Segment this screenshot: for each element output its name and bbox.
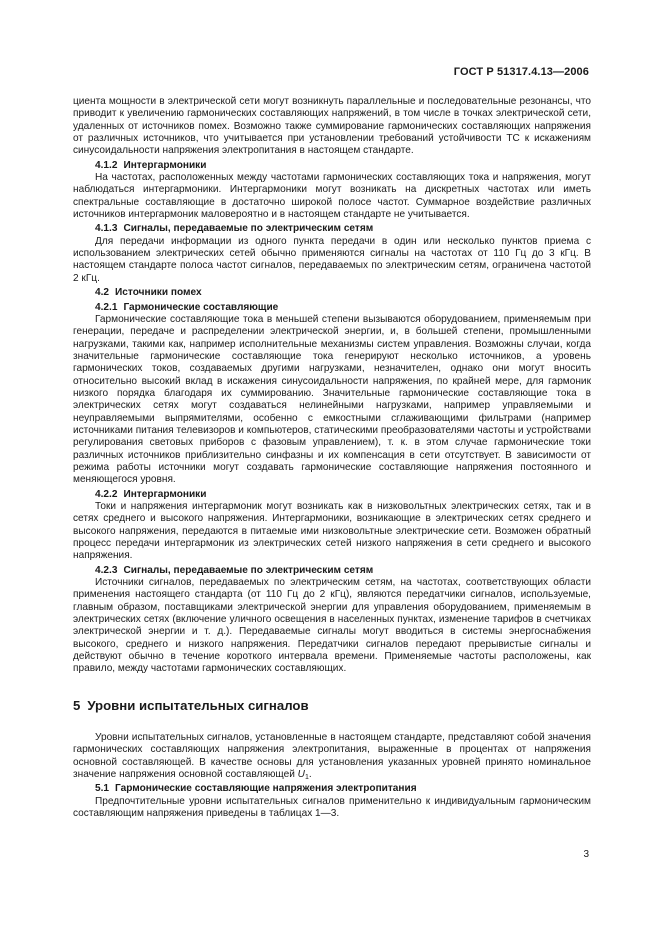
section-number: 4.2: [95, 287, 110, 299]
section-title: Сигналы, передаваемые по электрическим сетям: [123, 564, 374, 576]
section-number: 5.1: [95, 783, 110, 795]
section-5-text-main: Уровни испытательных сигналов, установленные в настоящем стандарте, представляют собой значения гармонических составляющих напряжения электропитания, выраженные в процентах от напряжения основной составляющей. В качестве основы для установления указанных уровней принято номинальное значение напряжения основной составляющей: [73, 731, 591, 780]
section-number: 4.1.2: [95, 159, 118, 171]
section-4-1-3-text: Для передачи информации из одного пункта передачи в один или несколько пунктов приема с использованием электрических сетей обычно применяются сигналы на частотах от 110 Гц до 3 кГц. В настоящем стандарте полоса частот сигналов, передаваемых по электрическим сетям, ограничена частотой 2 кГц.: [73, 235, 591, 284]
section-4-1-3-heading: [95, 223, 591, 235]
section-4-2-2-heading: [95, 489, 591, 501]
intro-paragraph: циента мощности в электрической сети могут возникнуть параллельные и последовательные резонансы, что приводит к увеличению гармонических составляющих напряжений, в том числе в точках электрической сети, удаленных от источников помех. Возможно также суммирование гармонических составляющих напряжения от различных источников, что учитывается при установлении требований устойчивости ТС к искажениям синусоидальности напряжения электропитания в настоящем стандарте.: [73, 96, 591, 157]
section-title: Интергармоники: [123, 488, 207, 500]
section-number: 5: [73, 697, 81, 713]
section-number: 4.1.3: [95, 223, 118, 235]
document-body: [73, 96, 591, 820]
section-5-text: [73, 732, 591, 781]
section-title: Источники помех: [115, 287, 202, 299]
section-4-2-1-text: Гармонические составляющие тока в меньшей степени вызываются оборудованием, применяемым при генерации, передаче и распределении электрической энергии, и, в большей степени, промышленными нагрузками, такими как, например исполнительные механизмы систем управления. Возможны случаи, когда значительные гармонические составляющие тока генерируют несколько источников, а уровень гармонических токов, создаваемых другими нагрузками, незначителен, однако они могут вносить относительно высокий вклад в искажения синусоидальности напряжения, по крайней мере, для гармоник низкого порядка благодаря их суммированию. Значительные гармонические составляющие тока в электрических сетях могут создаваться нелинейными нагрузками, например управляемыми и неуправляемыми выпрямителями, особенно с емкостными сглаживающими фильтрами (например источниками питания телевизоров и компьютеров, статическими преобразователями частоты и устройствами регулирования световых приборов с фазовым управлением), т. к. в этом случае гармонические токи различных источников приблизительно синфазны и их компенсация в сети отсутствует. В зависимости от режима работы источники могут создавать гармонические составляющие напряжения постоянного и меняющегося уровня.: [73, 313, 591, 486]
voltage-symbol: U: [297, 768, 305, 780]
section-4-1-2-text: На частотах, расположенных между частотами гармонических составляющих тока и напряжения, могут наблюдаться интергармоники. Интергармоники могут возникать на дискретных частотах или иметь спектральные составляющие в достаточно широкой полосе частот. Суммарное воздействие различных источников интергармоник маловероятно и в настоящем стандарте не учитывается.: [73, 172, 591, 221]
section-title: Гармонические составляющие: [123, 301, 279, 313]
section-title: Сигналы, передаваемые по электрическим сетям: [123, 223, 374, 235]
section-title: Интергармоники: [123, 159, 207, 171]
section-4-2-1-heading: [95, 302, 591, 314]
section-5-1-heading: [95, 783, 591, 795]
section-5-heading: [73, 698, 591, 714]
section-4-2-3-text: Источники сигналов, передаваемых по электрическим сетям, на частотах, соответствующих области применения настоящего стандарта (от 110 Гц до 2 кГц), являются передатчики сигналов, используемые, главным образом, поставщиками электрической энергии для управления оборудованием, применяемым в электрических сетях (включение уличного освещения в населенных пунктах, изменение тарифов в счетчиках электрической энергии и т. д.). Передаваемые сигналы могут вводиться в системы энергоснабжения высокого, среднего и низкого напряжения. Передатчики сигналов передают прерывистые сигналы и действуют обычно в течение короткого интервала времени. Применяемые частоты расположены, как правило, между частотами гармонических составляющих.: [73, 577, 591, 675]
section-number: 4.2.3: [95, 564, 118, 576]
section-4-2-2-text: Токи и напряжения интергармоник могут возникать как в низковольтных электрических сетях, так и в сетях среднего и высокого напряжения. Интергармоники, возникающие в электрических сетях среднего и высокого напряжения, передаются в питаемые ими низковольтные электрические сети. Возможен обратный процесс передачи интергармоник из электрических сетей низкого напряжения в сети среднего и высокого напряжения.: [73, 501, 591, 562]
section-number: 4.2.1: [95, 301, 118, 313]
section-number: 4.2.2: [95, 488, 118, 500]
section-5-1-text: Предпочтительные уровни испытательных сигналов применительно к индивидуальным гармоническим составляющим напряжения приведены в таблицах 1—3.: [73, 795, 591, 819]
page-number: 3: [583, 849, 589, 860]
section-title: Гармонические составляющие напряжения электропитания: [115, 783, 417, 795]
section-4-1-2-heading: [95, 160, 591, 172]
document-header: ГОСТ Р 51317.4.13—2006: [453, 66, 589, 78]
section-4-2-heading: [95, 287, 591, 299]
section-title: Уровни испытательных сигналов: [87, 697, 309, 713]
section-5-text-end: .: [308, 768, 312, 780]
voltage-subscript: 1: [304, 773, 309, 781]
section-4-2-3-heading: [95, 565, 591, 577]
